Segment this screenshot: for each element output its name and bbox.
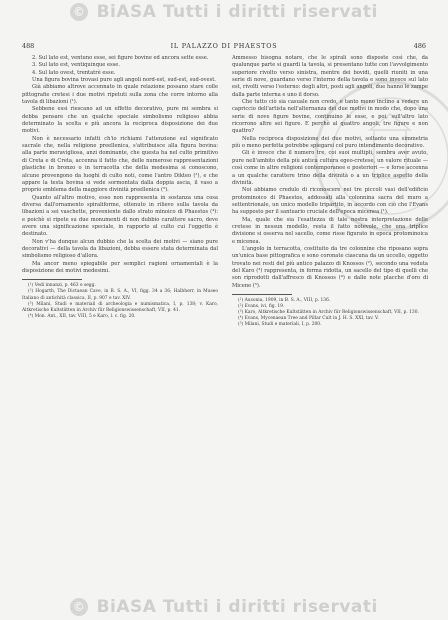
paragraph: L'angolo in terracotta, costituito da tre colonnine che riposano sopra un'unica base pittografica e sono coronate ciascuna da un uccello, oggetto trovato nei resti del più antico palazzo di Knossos (²), secondo una veduta del Karo (³) rappresenta, in forma ridotta, un sacello del tipo di quelli che son riprodotti dall'affresco di Knossos (⁴) e dalle note placche d'oro di Micene (⁵). bbox=[232, 245, 428, 289]
side-list bbox=[22, 55, 218, 77]
watermark-bottom bbox=[0, 597, 448, 617]
list-item: 3. Sul lato est, ventiquinque esse. bbox=[32, 62, 120, 69]
list-item: 4. Sul lato ovest, trentatrè esse. bbox=[32, 69, 116, 76]
footnote: (³) Milani, Studi e materiali di archeologia e numismatica, I, p. 138; v. Karo, Altkretische Kultstätten in Archiv für Religionswissenschaft, VII, p. 41. bbox=[22, 301, 218, 313]
paragraph: Non v'ha dunque alcun dubbio che la scelta dei motivi — siano pure decorativi — della tavola da libazioni, debba essere stata determinata dal simbolismo religioso d'allora. bbox=[22, 238, 218, 260]
paragraph: Quanto all'altro motivo, esso non rappresenta in sostanza una cosa diversa dall'ornamento spiraliforme, ottenuto in rilievo sulla tavola da libazioni a sei vaschette, proveniente dallo strato minoico di Phaestos (⁴): e poichè si ripete su due monumenti di non dubbio carattere sacro, deve avere una significazione speciale, in rapporto al culto cui l'oggetto è destinato. bbox=[22, 194, 218, 238]
paragraph: Ammesso bisogna notare, che le spirali sono disposte così che, da qualunque parte si guardi la tavola, si presentano tutte con l'avvolgimento superiore rivolto verso sinistra, mentre dei bovidi, quelli riuniti in una serie di nove, guardano verso l'interno della tavola e sono invece sul lato est, rivolti verso l'esterno: degli altri, posti agli angoli, due hanno le zampe dalla parte interna e uno il dorso. bbox=[232, 55, 428, 98]
footnote-divider bbox=[232, 294, 292, 295]
watermark-top bbox=[0, 2, 448, 22]
right-column bbox=[232, 55, 428, 328]
footnote: (³) Karo, Altkretische Kultstätten in Archiv für Religionswissenschaft, VII, p. 130. bbox=[238, 310, 419, 316]
footnote: (⁴) Mon. Ant., XII, tav. VIII, 5 e Karo, l. c. fig. 20. bbox=[28, 313, 136, 319]
copyright-icon: © bbox=[70, 598, 88, 616]
paragraph: Nella reciproca disposizione dei due motivi, soltanto una simmetria più o meno perfetta potrebbe spiegarsi col puro intendimento decorativo. bbox=[232, 135, 428, 150]
paragraph: Ma ancor meno spiegabile per semplici ragioni ornamentali è la disposizione dei motivi medesimi. bbox=[22, 260, 218, 274]
paragraph: Già abbiamo altrove accennato in quale relazione possano stare colle pittografie cretesi i due motivi ripetuti sulla zona che corre intorno alla tavola di libazioni (¹). bbox=[22, 84, 218, 106]
page-header bbox=[22, 42, 426, 54]
page-number-left: 488 bbox=[22, 42, 35, 50]
paragraph: Una figura bovina trovasi pure agli angoli nord-est, sud-est, sud-ovest. bbox=[32, 77, 216, 84]
running-title: IL PALAZZO DI PHAESTOS bbox=[170, 42, 278, 50]
paragraph: Che tutto ciò sia casuale non credo, e tanto meno inclino a vedere un capriccio dell'artista nell'alternanza dei due motivi in modo che, dopo una serie di nove figure bovine, continuino le esse, e poi, sull'altro lato ricorrono altre sei figure. E perchè al quattro angoli, tre figure e non quattro? bbox=[232, 99, 428, 135]
list-item: 2. Sul lato est, ventuno esse, sei figure bovine ed ancora sette esse. bbox=[32, 55, 209, 61]
paragraph: Noi abbiamo credulo di riconoscere nei tre piccoli vasi dell'edificio protominoico di Phaestos, addossati alla colonnina sacra del muro a settentrionale, un unico modello tripartito, in accordo con ciò che l'Evans ha supposto per il santuario cruciale dell'epoca micenea (¹). bbox=[232, 187, 428, 216]
page-number-right: 486 bbox=[413, 42, 426, 50]
footnote: (²) Hogarth, The Dictaean Cave, in B. S. A., VI, figg. 34 a 36; Halbherr, in Museo Italiano di antichità classica, II, p. 907 e tav. XIV. bbox=[22, 289, 218, 301]
watermark-text: BiASA Tutti i diritti riservati bbox=[96, 597, 378, 617]
left-column bbox=[22, 55, 218, 320]
footnote: (¹) Ausonia, 1909, in B. S. A., VIII, p. 136. bbox=[238, 298, 331, 303]
footnotes-right bbox=[232, 298, 428, 328]
footnote-divider bbox=[22, 279, 82, 280]
copyright-icon: © bbox=[70, 3, 88, 21]
paragraph: Gli è invece che il numero tre, coi suoi multipli, sembra aver avuto, pure nell'ambito della più antica cultura egeo-cretese, un valore rituale — così come in altre religioni contemporanee e posteriori — e forse accenna a un qualche carattere trino della divinità o a un triplice aspetto della divinità. bbox=[232, 150, 428, 186]
footnote: (⁵) Milani, Studi e materiali, I, p. 200. bbox=[238, 322, 322, 328]
footnote: (¹) Vedi innanzi, p. 463 e segg. bbox=[28, 283, 96, 289]
paragraph: Sebbene essi riescano ad un effetto decorativo, pure mi sembra si debba pensare che un qualche speciale simbolismo religioso abbia determinato la scelta e più ancora la reciproca disposizione dei due motivi. bbox=[22, 106, 218, 135]
paragraph: Ma, quale che sia l'esattezza di tale nostra interpretazione delle cretese in nessun modello, resta il fatto notevole, che una triplice divisione si osserva nel sacello, come risse figurato in epoca protominoica e micenea. bbox=[232, 216, 428, 245]
footnotes-left bbox=[22, 283, 218, 320]
footnote: (⁴) Evans, Mycenaean Tree and Pillar Cult in J. H. S. XXI, tav. V. bbox=[238, 316, 379, 322]
watermark-text: BiASA Tutti i diritti riservati bbox=[96, 2, 378, 22]
footnote: (²) Evans, ivi, fig. 19. bbox=[238, 304, 285, 310]
paragraph: Non è necessario infatti ch'io richiami l'attenzione sul significato sacrale che, nella religione preellenica, s'attribuisce alla figura bovina: alla parte meravigliosa, anzi dominante, che questa ha nel culto primitivo di Creta e di Creta, accenna il fatto che, delle numerose rappresentazioni plastiche in bronzo o in terracotta che della medesima si conoscono, alcune provengono da luoghi di culto noti, come l'antro Dikteo (²), e che appare la testa bovina si vede sormontata dalla doppia ascia, il vaso a proprio emblema della maggiore divinità preellenica (³). bbox=[22, 135, 218, 194]
